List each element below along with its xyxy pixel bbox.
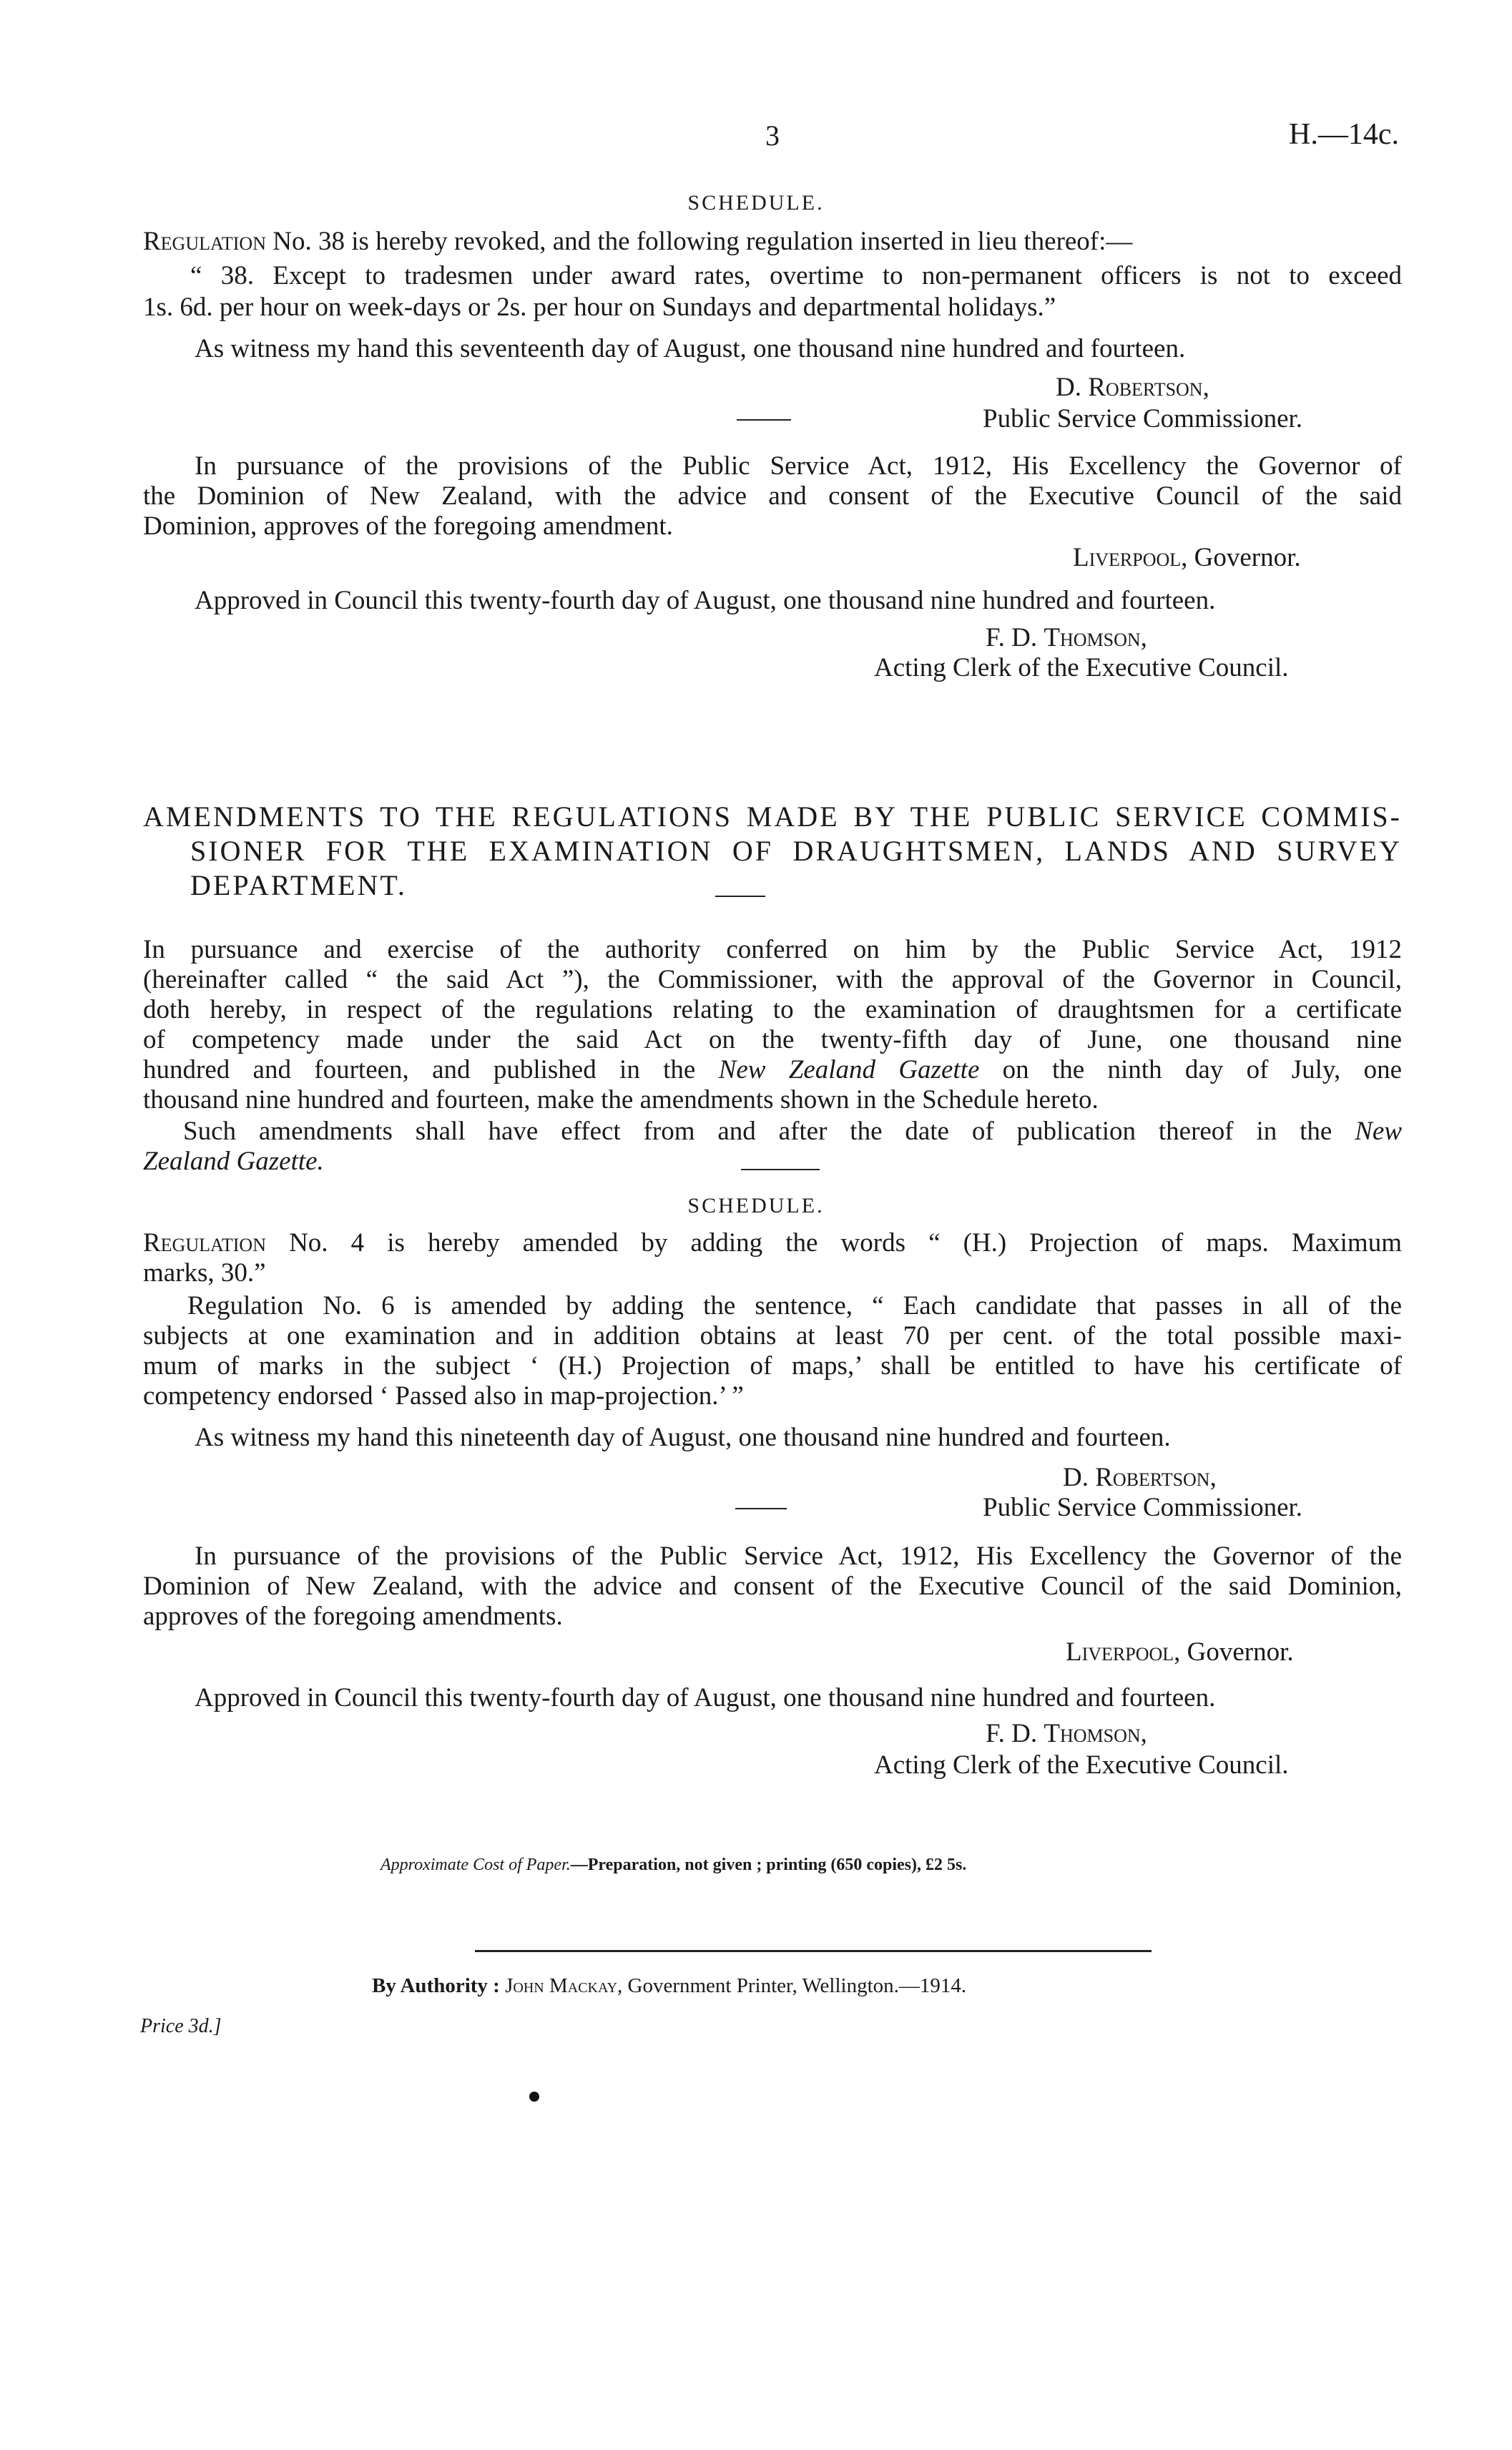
- amendments-heading-line: DEPARTMENT.: [190, 869, 407, 901]
- printer-location: Government Printer, Wellington.—1914.: [622, 1974, 967, 1997]
- witness-statement: As witness my hand this nineteenth day of August, one thousand nine hundred and fourteen.: [195, 1423, 1171, 1452]
- printer-name: John Mackay,: [505, 1974, 623, 1997]
- governor-approval-line: In pursuance of the provisions of the Public Service Act, 1912, His Excellency the Governor of the: [195, 1542, 1402, 1571]
- clerk-surname: Thomson,: [1044, 623, 1147, 652]
- cost-note-label: Approximate Cost of Paper.: [381, 1856, 571, 1874]
- signatory-name: [1063, 1462, 1420, 1494]
- council-approval: Approved in Council this twenty-fourth day of August, one thousand nine hundred and fourteen.: [195, 1683, 1216, 1712]
- intro-paragraph-line: thousand nine hundred and fourteen, make the amendments shown in the Schedule hereto.: [143, 1085, 1099, 1114]
- imprint-rule: [475, 1950, 1152, 1952]
- signatory-initial: D.: [1056, 373, 1089, 402]
- signatory-name: [1056, 372, 1413, 403]
- regulation-6-amendment-line: Regulation No. 6 is amended by adding the sentence, “ Each candidate that passes in all of the: [187, 1291, 1402, 1320]
- ink-dot: [529, 2092, 539, 2102]
- intro-paragraph-line: In pursuance and exercise of the authority conferred on him by the Public Service Act, 1912: [143, 935, 1402, 964]
- price-text: Price 3d.]: [140, 2015, 222, 2037]
- schedule-title: SCHEDULE.: [687, 191, 825, 215]
- regulation-text: No. 38 is hereby revoked, and the following regulation inserted in lieu thereof:—: [265, 227, 1133, 256]
- governor-approval-line: the Dominion of New Zealand, with the advice and consent of the Executive Council of the said: [143, 481, 1402, 511]
- intro-text: hundred and fourteen, and published in the: [143, 1055, 719, 1084]
- intro-paragraph-line: of competency made under the said Act on the twenty-fifth day of June, one thousand nine: [143, 1025, 1402, 1054]
- governor-approval-line: approves of the foregoing amendments.: [143, 1602, 563, 1631]
- regulation-6-amendment-line: subjects at one examination and in addition obtains at least 70 per cent. of the total possible maxi-: [143, 1321, 1402, 1351]
- signature-dash: [735, 1508, 787, 1509]
- effect-text: Such amendments shall have effect from and after the date of publication thereof in the: [183, 1117, 1355, 1146]
- governor-approval-line: In pursuance of the provisions of the Public Service Act, 1912, His Excellency the Governor of: [195, 451, 1402, 481]
- schedule-title: SCHEDULE.: [687, 1194, 825, 1217]
- intro-paragraph-line: [143, 1054, 1402, 1086]
- amendments-heading-line: SIONER FOR THE EXAMINATION OF DRAUGHTSMEN, LANDS AND SURVEY: [190, 835, 1402, 867]
- clerk-title: Acting Clerk of the Executive Council.: [874, 653, 1289, 682]
- section-separator-dash: [715, 896, 765, 897]
- clerk-name: [986, 1718, 1343, 1750]
- signatory-title: Public Service Commissioner.: [983, 404, 1303, 433]
- clerk-name: [986, 622, 1343, 654]
- signatory-surname: Robertson,: [1095, 1463, 1217, 1492]
- cost-note-text: —Preparation, not given ; printing (650 copies), £2 5s.: [570, 1856, 967, 1874]
- effect-paragraph-line: [183, 1116, 1402, 1147]
- intro-paragraph-line: (hereinafter called “ the said Act ”), the Commissioner, with the approval of the Governor in Council,: [143, 965, 1402, 994]
- signatory-surname: Robertson,: [1088, 373, 1209, 402]
- governor-signature: [1073, 542, 1416, 574]
- clerk-initials: F. D.: [986, 623, 1044, 652]
- printer-imprint: [372, 1973, 1373, 1999]
- governor-signature: [1066, 1637, 1409, 1668]
- amendments-heading-line: AMENDMENTS TO THE REGULATIONS MADE BY THE PUBLIC SERVICE COMMIS-: [143, 800, 1402, 833]
- regulation-4-amendment-line: marks, 30.”: [143, 1258, 266, 1288]
- regulation-4-amendment: [143, 1228, 1402, 1259]
- price-note: [140, 2016, 355, 2037]
- quoted-regulation-line: 1s. 6d. per hour on week-days or 2s. per hour on Sundays and departmental holidays.”: [143, 293, 1056, 322]
- page-number: 3: [765, 119, 780, 152]
- signatory-initial: D.: [1063, 1463, 1096, 1492]
- section-separator-dash: [741, 1169, 820, 1170]
- council-approval: Approved in Council this twenty-fourth day of August, one thousand nine hundred and fourteen.: [195, 586, 1216, 615]
- clerk-surname: Thomson,: [1044, 1719, 1147, 1748]
- gazette-title: New: [1355, 1117, 1402, 1146]
- clerk-title: Acting Clerk of the Executive Council.: [874, 1750, 1289, 1780]
- regulation-6-amendment-line: competency endorsed ‘ Passed also in map-projection.’ ”: [143, 1381, 744, 1411]
- regulation-text: No. 4 is hereby amended by adding the words “ (H.) Projection of maps. Maximum: [265, 1228, 1402, 1258]
- quoted-regulation-line: “ 38. Except to tradesmen under award rates, overtime to non-permanent officers is not to exceed: [190, 261, 1402, 290]
- governor-approval-line: Dominion of New Zealand, with the advice and consent of the Executive Council of the said Dominion,: [143, 1572, 1402, 1601]
- governor-name: Liverpool,: [1066, 1637, 1181, 1667]
- intro-text: on the ninth day of July, one: [979, 1055, 1403, 1084]
- gazette-title: Zealand Gazette.: [143, 1147, 324, 1176]
- governor-title: Governor.: [1180, 1637, 1294, 1667]
- clerk-initials: F. D.: [986, 1719, 1044, 1748]
- cost-note: [381, 1854, 1239, 1876]
- signatory-title: Public Service Commissioner.: [983, 1493, 1303, 1522]
- governor-title: Governor.: [1187, 543, 1301, 572]
- regulation-label: Regulation: [143, 227, 266, 256]
- effect-paragraph-line: [143, 1146, 572, 1177]
- intro-paragraph-line: doth hereby, in respect of the regulations relating to the examination of draughtsmen for a certificate: [143, 995, 1402, 1024]
- signature-dash: [737, 419, 791, 421]
- authority-label: By Authority :: [372, 1974, 506, 1997]
- governor-approval-line: Dominion, approves of the foregoing amendment.: [143, 511, 673, 541]
- document-reference: H.—14c.: [1289, 118, 1399, 151]
- regulation-label: Regulation: [143, 1228, 266, 1258]
- regulation-38-revocation: [143, 226, 1402, 258]
- gazette-title: New Zealand Gazette: [718, 1055, 980, 1084]
- witness-statement: As witness my hand this seventeenth day of August, one thousand nine hundred and fourteen.: [195, 334, 1186, 363]
- governor-name: Liverpool,: [1073, 543, 1188, 572]
- regulation-6-amendment-line: mum of marks in the subject ‘ (H.) Projection of maps,’ shall be entitled to have his certificate of: [143, 1351, 1402, 1381]
